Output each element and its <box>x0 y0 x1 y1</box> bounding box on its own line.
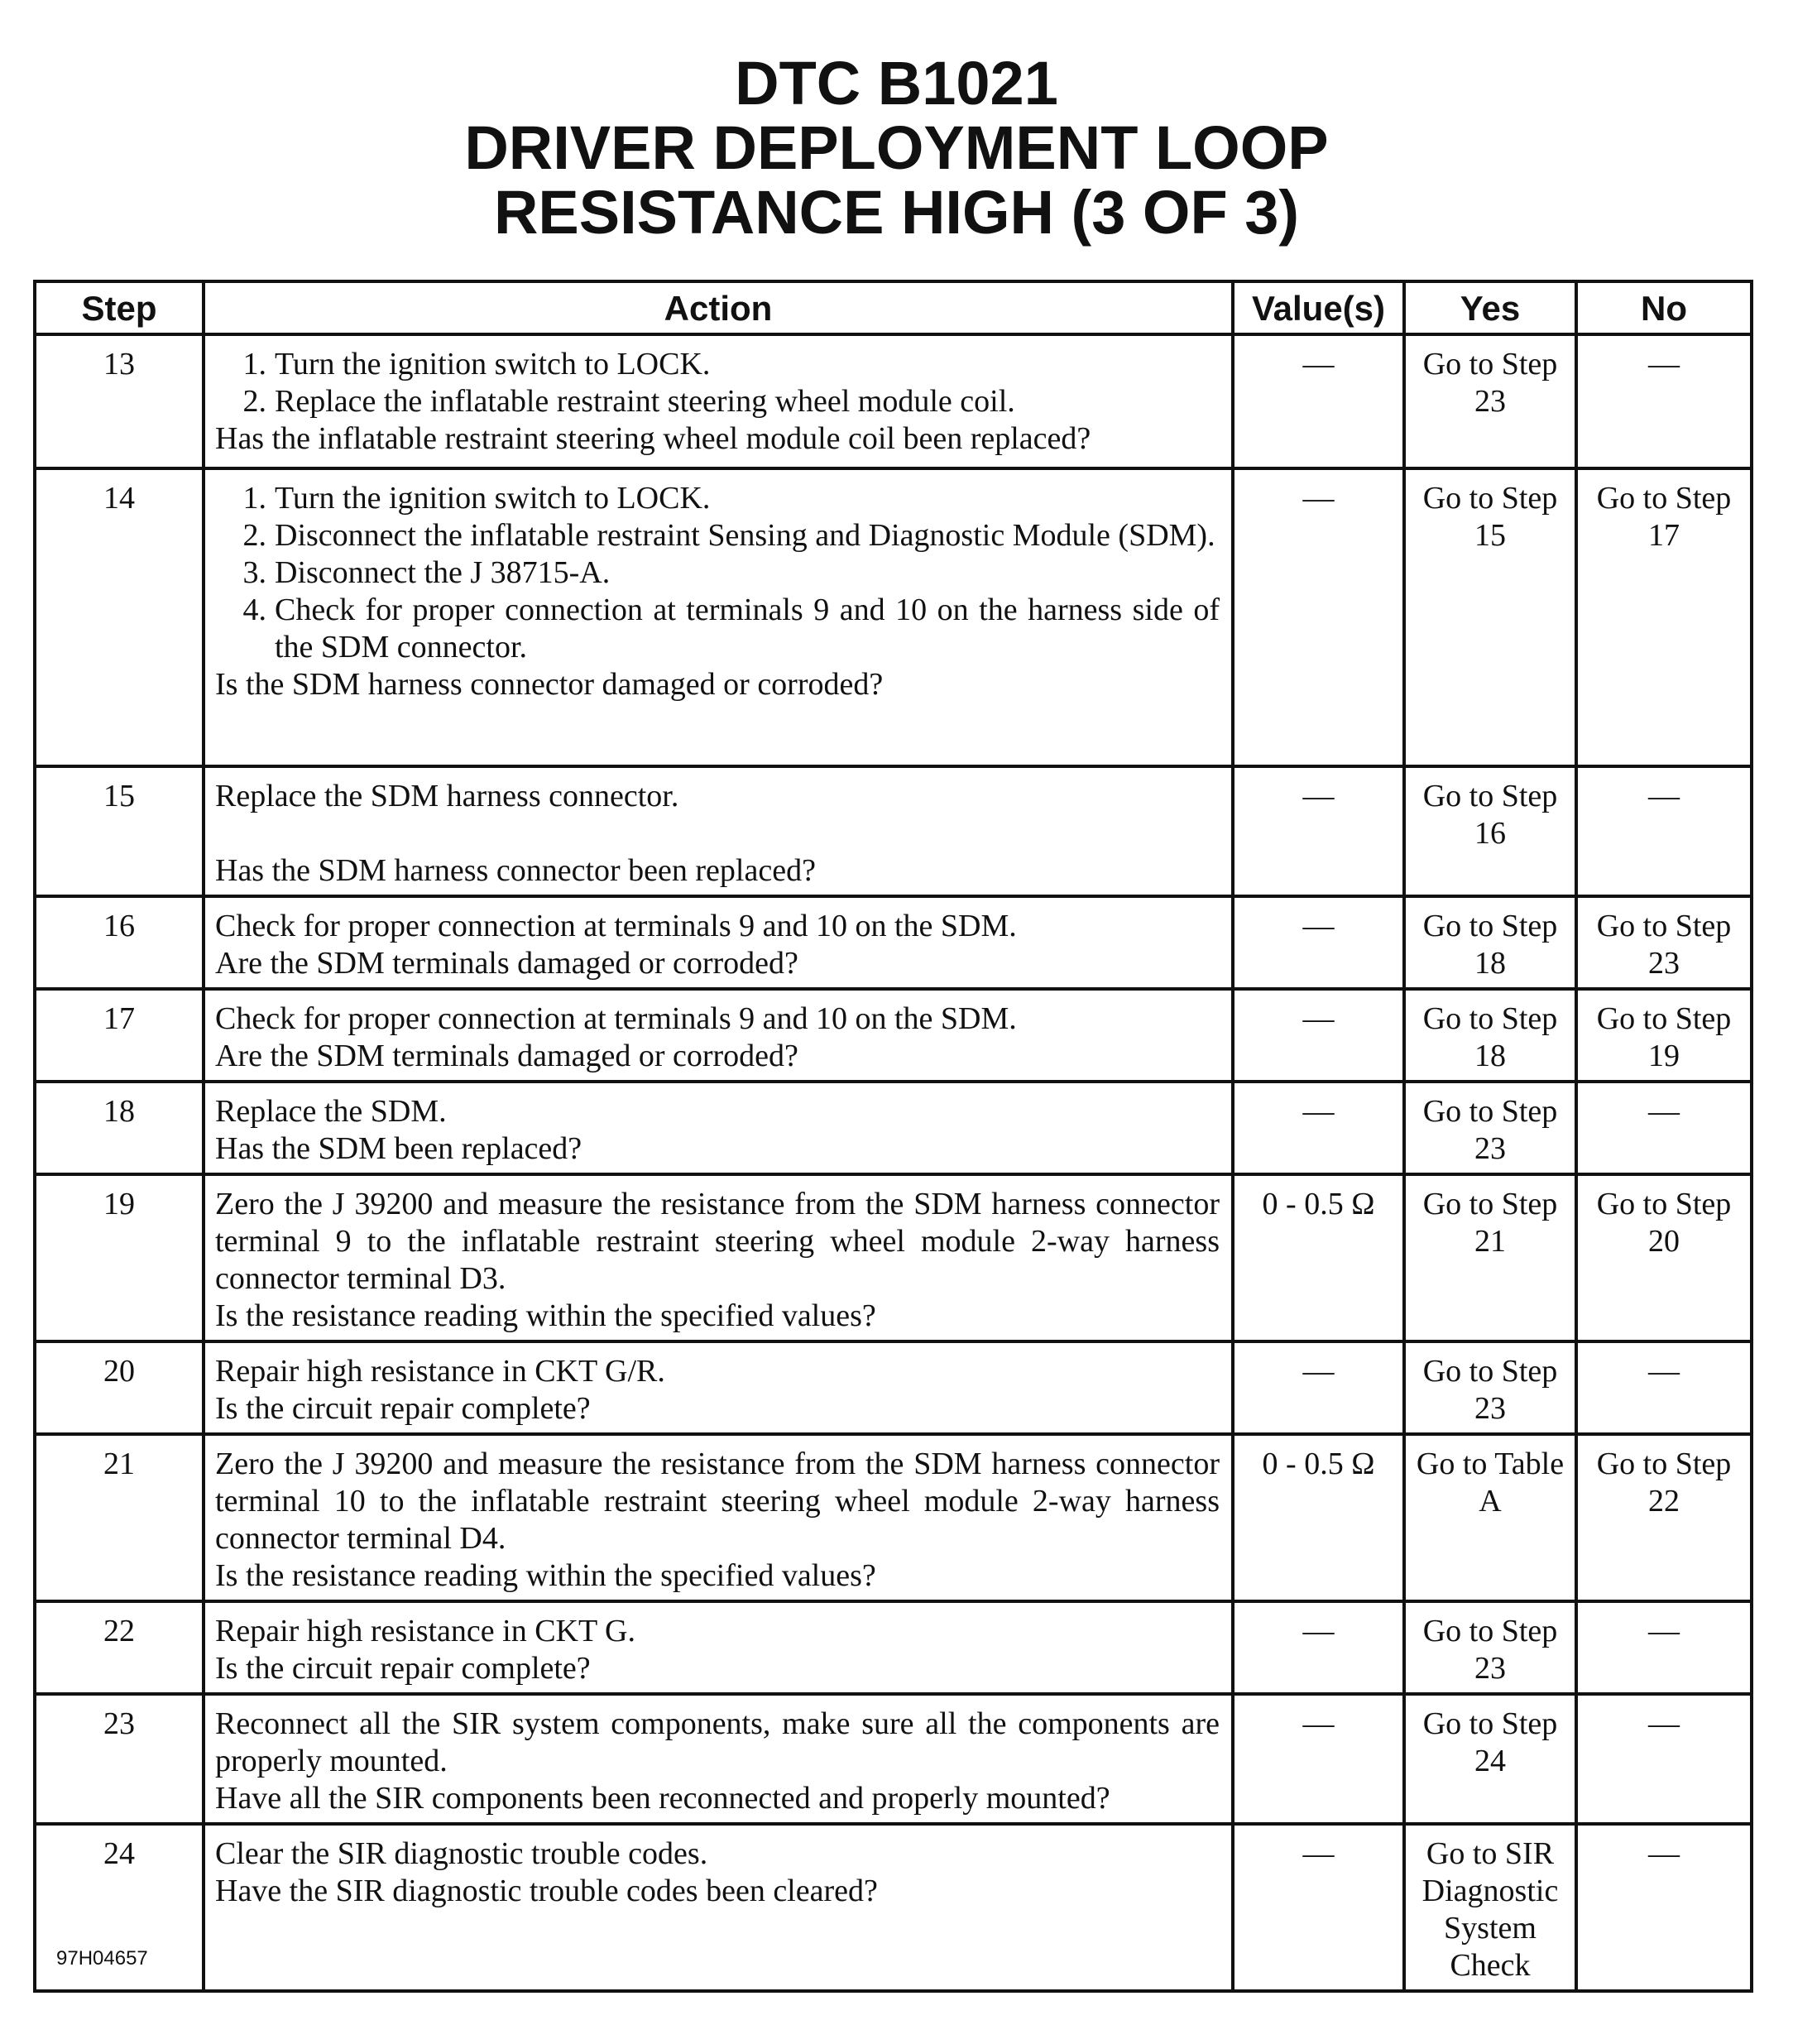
no-cell: — <box>1576 1694 1752 1824</box>
table-row <box>35 334 1752 468</box>
action-text: Repair high resistance in CKT G. <box>215 1614 635 1648</box>
action-question: Has the inflatable restraint steering wheel module coil been replaced? <box>215 421 1091 456</box>
title-line-3: RESISTANCE HIGH (3 OF 3) <box>493 178 1300 247</box>
action-question: Has the SDM harness connector been replaced? <box>215 853 816 888</box>
value-cell: — <box>1233 1601 1404 1694</box>
table-row <box>35 1601 1752 1694</box>
action-question: Have the SIR diagnostic trouble codes been cleared? <box>215 1874 878 1908</box>
document-title <box>0 51 1793 245</box>
yes-cell: Go to Step 24 <box>1404 1694 1576 1824</box>
action-question: Has the SDM been replaced? <box>215 1131 582 1166</box>
item-number: 2. <box>242 518 266 553</box>
value-cell: — <box>1233 1694 1404 1824</box>
no-cell: Go to Step 23 <box>1576 896 1752 989</box>
action-text: Reconnect all the SIR system components, make sure all the components are properly mounted. <box>215 1706 1220 1778</box>
value-cell: 0 - 0.5 Ω <box>1233 1434 1404 1601</box>
table-row <box>35 1341 1752 1434</box>
no-cell: Go to Step 17 <box>1576 468 1752 766</box>
action-question: Is the SDM harness connector damaged or corroded? <box>215 667 884 702</box>
action-question: Are the SDM terminals damaged or corroded? <box>215 946 798 981</box>
step-number: 20 <box>35 1341 204 1434</box>
action-cell <box>204 989 1233 1082</box>
step-number: 16 <box>35 896 204 989</box>
yes-cell: Go to Step 18 <box>1404 896 1576 989</box>
action-text: Check for proper connection at terminals 9 and 10 on the SDM. <box>215 909 1017 943</box>
spacer <box>215 815 1220 852</box>
action-item <box>215 383 1220 420</box>
item-number: 1. <box>242 347 266 381</box>
step-number: 22 <box>35 1601 204 1694</box>
value-cell: — <box>1233 1082 1404 1174</box>
action-cell <box>204 896 1233 989</box>
yes-cell: Go to Step 15 <box>1404 468 1576 766</box>
action-cell <box>204 1434 1233 1601</box>
action-cell <box>204 1341 1233 1434</box>
action-question: Is the circuit repair complete? <box>215 1651 591 1686</box>
item-number: 2. <box>242 384 266 419</box>
action-cell <box>204 1601 1233 1694</box>
no-cell: Go to Step 20 <box>1576 1174 1752 1341</box>
table-row <box>35 1082 1752 1174</box>
action-question: Is the resistance reading within the specified values? <box>215 1298 876 1333</box>
action-text: Check for proper connection at terminals 9 and 10 on the SDM. <box>215 1001 1017 1036</box>
diagnostic-table <box>33 280 1753 1993</box>
action-item <box>215 480 1220 517</box>
action-cell <box>204 1694 1233 1824</box>
value-cell: — <box>1233 896 1404 989</box>
action-text: Replace the SDM. <box>215 1094 447 1129</box>
yes-cell: Go to Step 23 <box>1404 1601 1576 1694</box>
value-cell: — <box>1233 766 1404 896</box>
table-row <box>35 1434 1752 1601</box>
no-cell: Go to Step 22 <box>1576 1434 1752 1601</box>
step-number: 18 <box>35 1082 204 1174</box>
yes-cell: Go to Step 23 <box>1404 1082 1576 1174</box>
action-question: Have all the SIR components been reconnected and properly mounted? <box>215 1781 1110 1816</box>
yes-cell: Go to Step 21 <box>1404 1174 1576 1341</box>
step-number: 15 <box>35 766 204 896</box>
figure-code: 97H04657 <box>56 1947 148 1970</box>
action-cell <box>204 1824 1233 1991</box>
no-cell: — <box>1576 1601 1752 1694</box>
action-text: Repair high resistance in CKT G/R. <box>215 1354 665 1389</box>
step-number: 13 <box>35 334 204 468</box>
table-row <box>35 766 1752 896</box>
title-line-1: DTC B1021 <box>735 49 1058 118</box>
no-cell: — <box>1576 334 1752 468</box>
value-cell: — <box>1233 989 1404 1082</box>
table-row <box>35 1174 1752 1341</box>
table-header-row <box>35 281 1752 334</box>
table-row <box>35 1694 1752 1824</box>
table-row <box>35 1824 1752 1991</box>
step-number: 17 <box>35 989 204 1082</box>
action-item <box>215 346 1220 383</box>
action-item <box>215 517 1220 554</box>
item-text: Turn the ignition switch to LOCK. <box>275 347 711 381</box>
action-item <box>215 592 1220 666</box>
action-question: Is the circuit repair complete? <box>215 1391 591 1426</box>
action-text: Zero the J 39200 and measure the resistance from the SDM harness connector terminal 9 to the inflatable restraint steering wheel module 2-way harness connector terminal D3. <box>215 1187 1220 1296</box>
yes-cell: Go to SIR Diagnostic System Check <box>1404 1824 1576 1991</box>
step-number: 21 <box>35 1434 204 1601</box>
table-row <box>35 896 1752 989</box>
action-cell <box>204 766 1233 896</box>
no-cell: Go to Step 19 <box>1576 989 1752 1082</box>
value-cell: — <box>1233 1824 1404 1991</box>
action-text: Zero the J 39200 and measure the resistance from the SDM harness connector terminal 10 to the inflatable restraint steering wheel module 2-way harness connector terminal D4. <box>215 1447 1220 1556</box>
action-cell <box>204 1174 1233 1341</box>
table-row <box>35 468 1752 766</box>
action-text: Replace the SDM harness connector. <box>215 779 679 813</box>
yes-cell: Go to Table A <box>1404 1434 1576 1601</box>
value-cell: — <box>1233 334 1404 468</box>
action-question: Is the resistance reading within the specified values? <box>215 1558 876 1593</box>
step-number: 14 <box>35 468 204 766</box>
step-number: 19 <box>35 1174 204 1341</box>
step-number: 24 <box>35 1824 204 1991</box>
title-line-2: DRIVER DEPLOYMENT LOOP <box>464 113 1329 182</box>
item-text: Disconnect the inflatable restraint Sensing and Diagnostic Module (SDM). <box>275 518 1215 553</box>
item-text: Check for proper connection at terminals 9 and 10 on the harness side of the SDM connector. <box>275 593 1220 665</box>
item-number: 4. <box>242 593 266 627</box>
header-action: Action <box>204 281 1233 334</box>
yes-cell: Go to Step 16 <box>1404 766 1576 896</box>
header-no: No <box>1576 281 1752 334</box>
action-question: Are the SDM terminals damaged or corroded? <box>215 1039 798 1073</box>
yes-cell: Go to Step 18 <box>1404 989 1576 1082</box>
no-cell: — <box>1576 1082 1752 1174</box>
yes-cell: Go to Step 23 <box>1404 1341 1576 1434</box>
value-cell: — <box>1233 1341 1404 1434</box>
value-cell: — <box>1233 468 1404 766</box>
header-yes: Yes <box>1404 281 1576 334</box>
item-text: Disconnect the J 38715-A. <box>275 555 611 590</box>
yes-cell: Go to Step 23 <box>1404 334 1576 468</box>
action-cell <box>204 1082 1233 1174</box>
item-number: 3. <box>242 555 266 590</box>
no-cell: — <box>1576 1824 1752 1991</box>
table-row <box>35 989 1752 1082</box>
no-cell: — <box>1576 766 1752 896</box>
action-cell <box>204 468 1233 766</box>
header-step: Step <box>35 281 204 334</box>
action-text: Clear the SIR diagnostic trouble codes. <box>215 1836 708 1871</box>
header-values: Value(s) <box>1233 281 1404 334</box>
step-number: 23 <box>35 1694 204 1824</box>
value-cell: 0 - 0.5 Ω <box>1233 1174 1404 1341</box>
action-cell <box>204 334 1233 468</box>
item-number: 1. <box>242 481 266 516</box>
no-cell: — <box>1576 1341 1752 1434</box>
item-text: Replace the inflatable restraint steering wheel module coil. <box>275 384 1015 419</box>
action-item <box>215 554 1220 592</box>
item-text: Turn the ignition switch to LOCK. <box>275 481 711 516</box>
